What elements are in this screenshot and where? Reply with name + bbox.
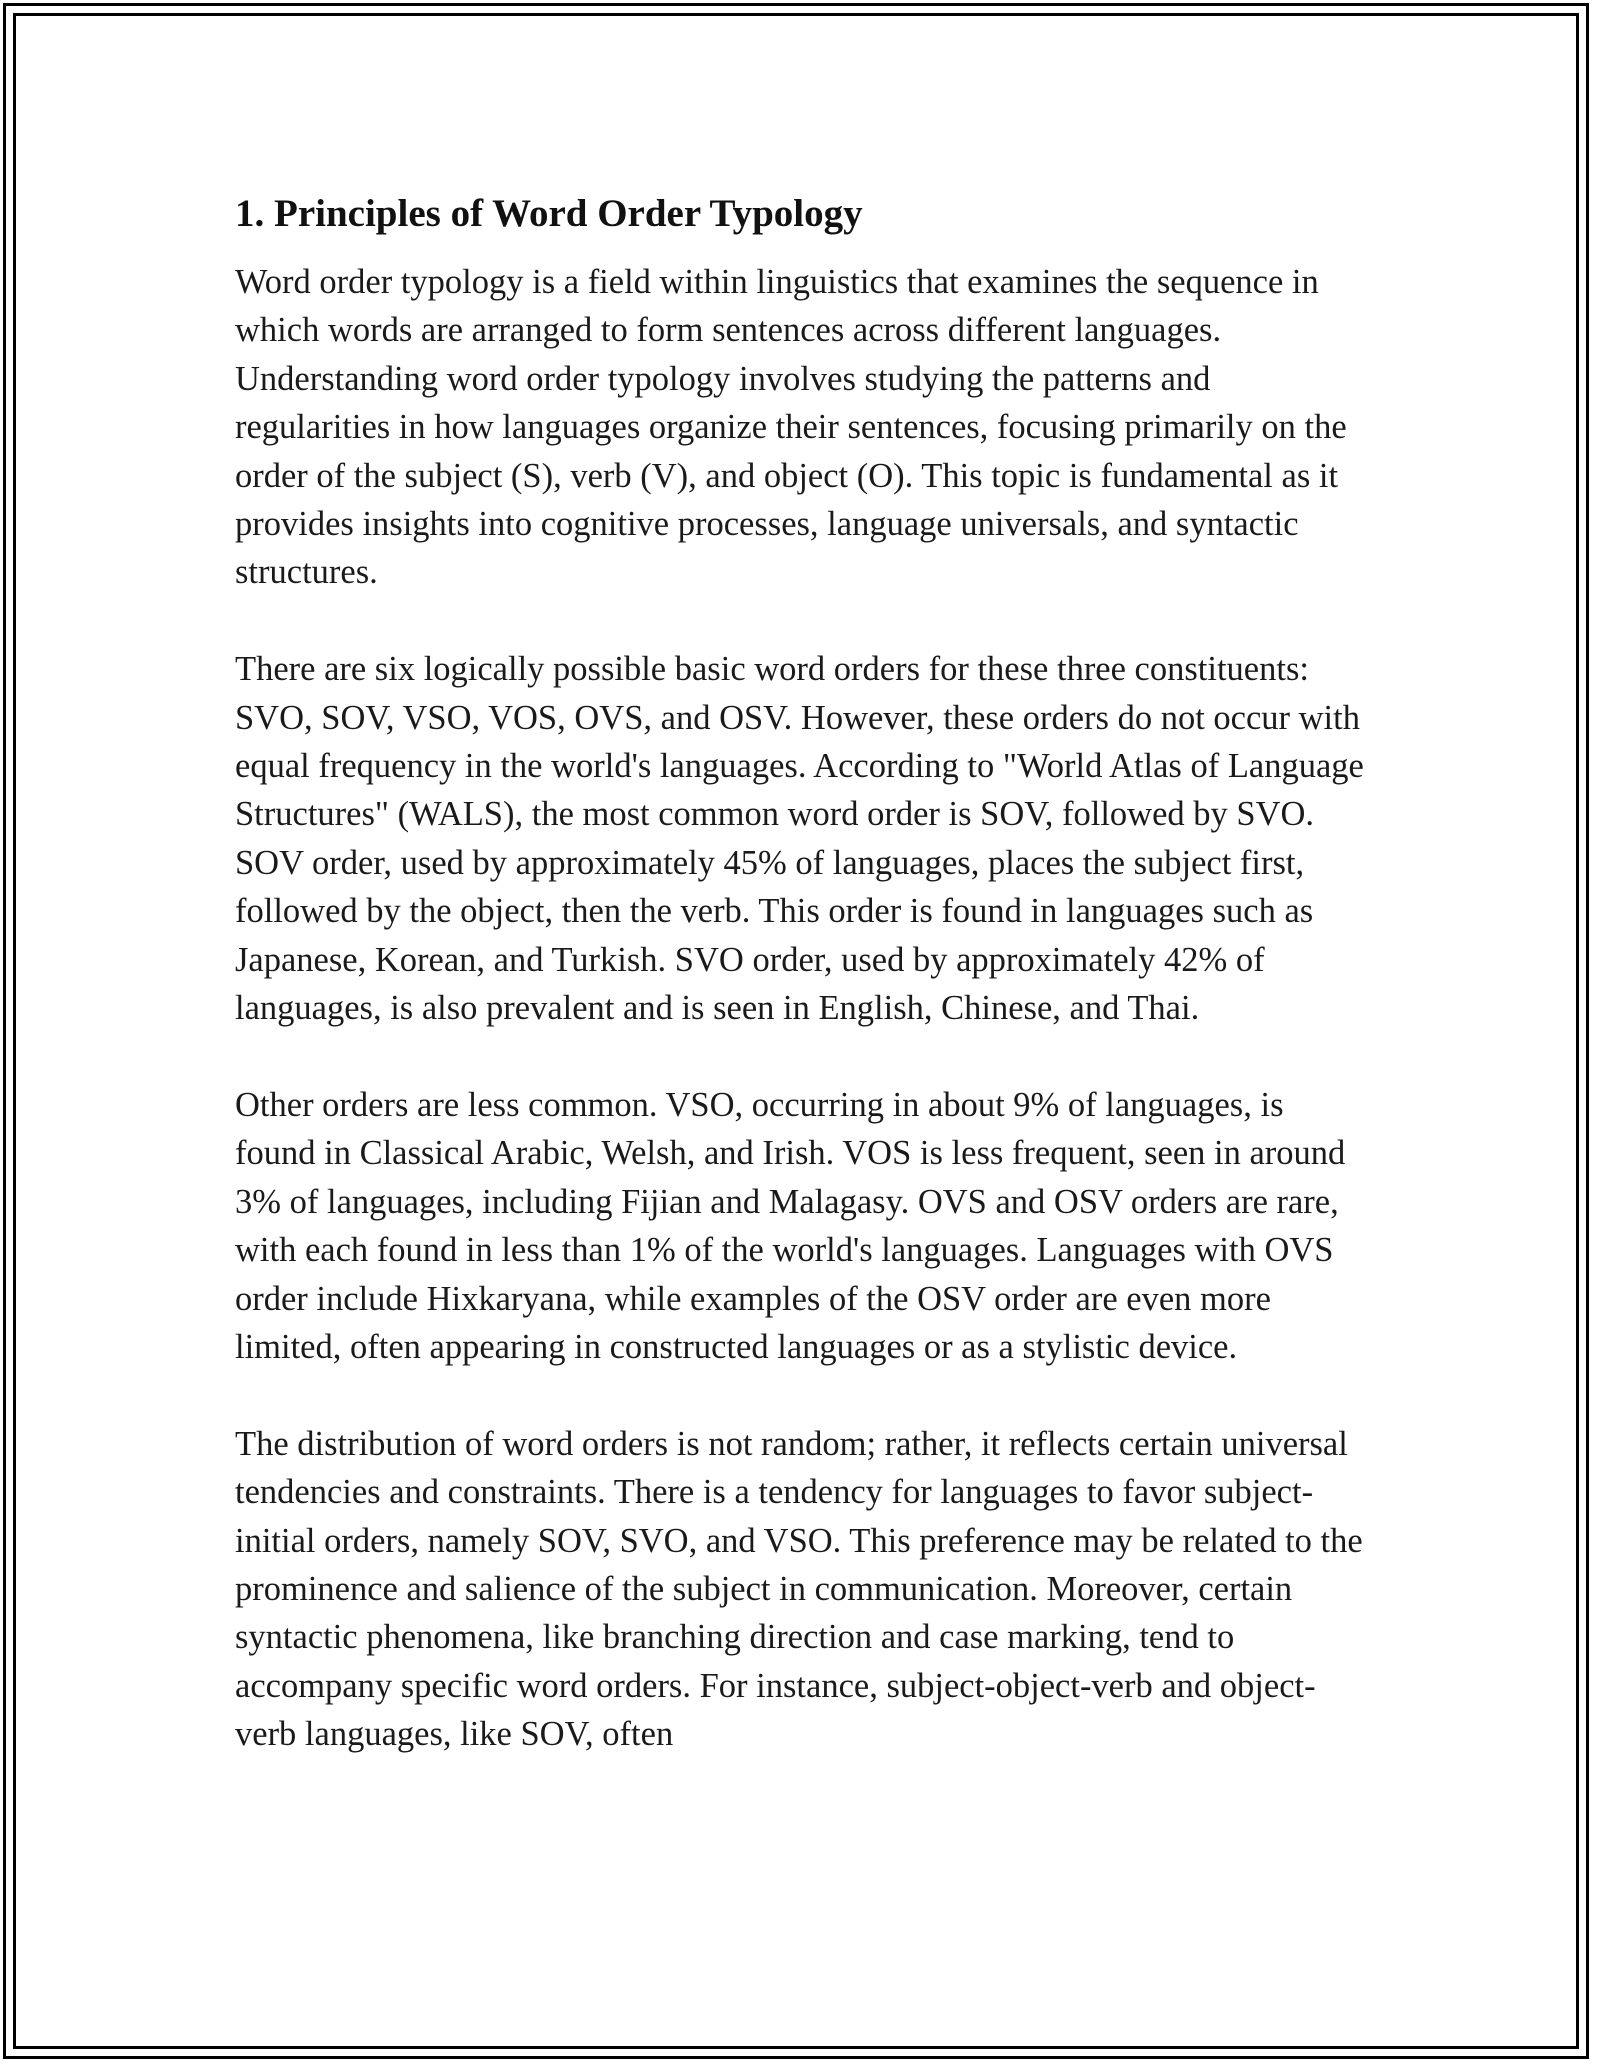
paragraph-4: The distribution of word orders is not random; rather, it reflects certain universal tendencies and constraints. There is a tendency for languages to favor subject-initial orders, namely SOV, SVO, and VSO. This preference may be related to the prominence and salience of the subject in communication. Moreover, certain syntactic phenomena, like branching direction and case marking, tend to accompany specific word orders. For instance, subject-object-verb and object-verb languages, like SOV, often	[235, 1424, 1363, 1754]
paragraph-1: Word order typology is a field within linguistics that examines the sequence in which words are arranged to form sentences across different languages. Understanding word order typology involves studying the patterns and regularities in how languages organize their sentences, focusing primarily on the order of the subject (S), verb (V), and object (O). This topic is fundamental as it provides insights into cognitive processes, language universals, and syntactic structures.	[235, 263, 1347, 592]
section-heading: 1. Principles of Word Order Typology	[235, 192, 863, 235]
paragraph-2: There are six logically possible basic word orders for these three constituents: SVO, SOV, VSO, VOS, OVS, and OSV. However, these orders do not occur with equal frequency in the world's languages. According to "World Atlas of Language Structures" (WALS), the most common word order is SOV, followed by SVO. SOV order, used by approximately 45% of languages, places the subject first, followed by the object, then the verb. This order is found in languages such as Japanese, Korean, and Turkish. SVO order, used by approximately 42% of languages, is also prevalent and is seen in English, Chinese, and Thai.	[235, 650, 1364, 1028]
paragraph-3: Other orders are less common. VSO, occurring in about 9% of languages, is found in Classical Arabic, Welsh, and Irish. VOS is less frequent, seen in around 3% of languages, including Fijian and Malagasy. OVS and OSV orders are rare, with each found in less than 1% of the world's languages. Languages with OVS order include Hixkaryana, while examples of the OSV order are even more limited, often appearing in constructed languages or as a stylistic device.	[235, 1085, 1346, 1366]
document-body	[235, 188, 1370, 1807]
